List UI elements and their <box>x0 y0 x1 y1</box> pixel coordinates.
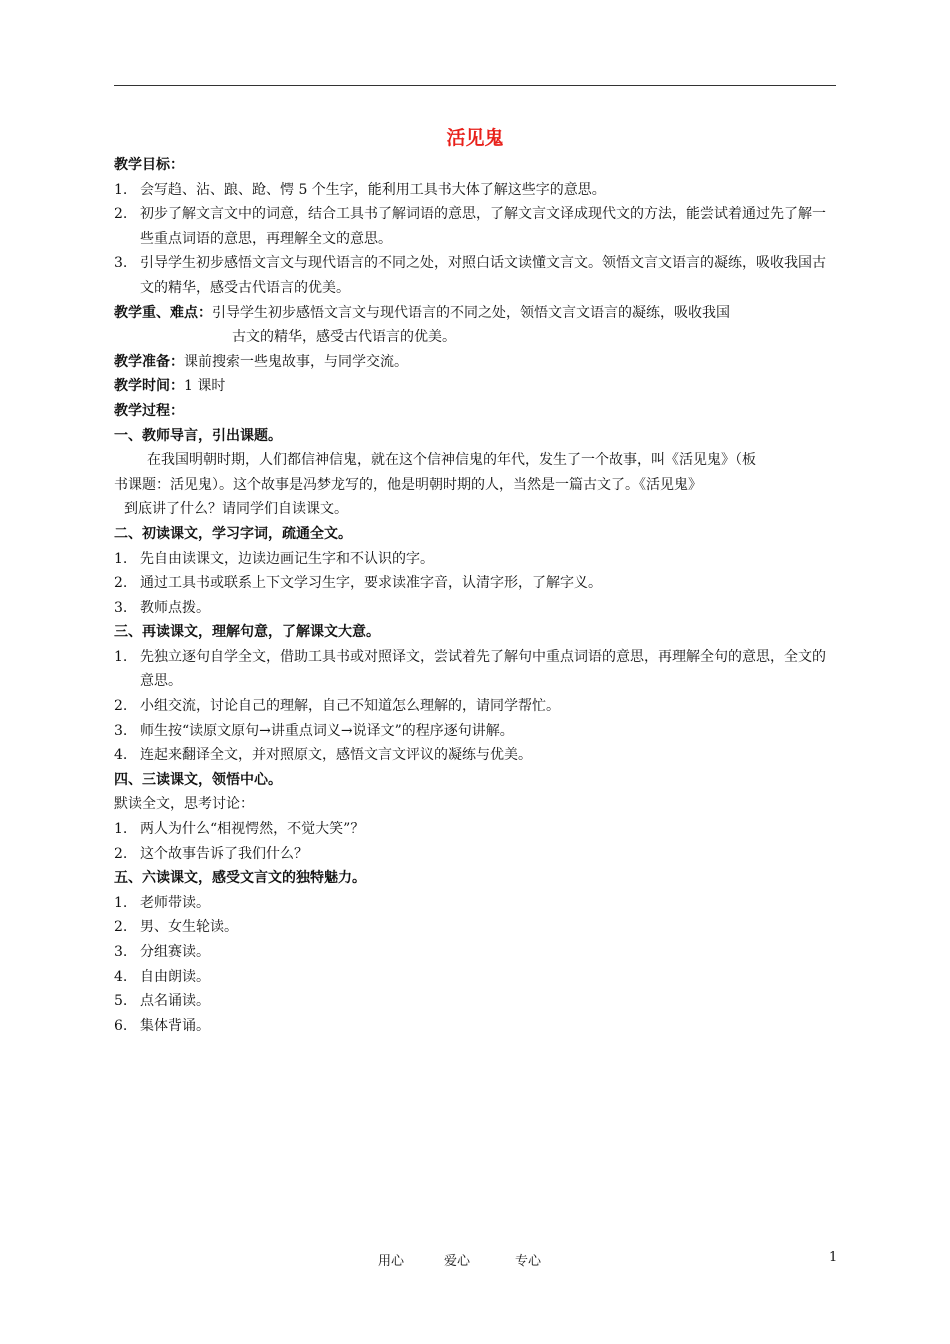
item-number: 2. <box>114 845 128 862</box>
key-points-continuation: 古文的精华，感受古代语言的优美。 <box>232 329 456 346</box>
process-heading: 教学过程： <box>114 402 184 419</box>
list-item <box>114 817 836 842</box>
footer-left-text: 用心 <box>378 1254 405 1269</box>
section-heading: 二、初读课文，学习字词，疏通全文。 <box>114 525 352 542</box>
document-body <box>114 125 836 1038</box>
item-number: 4. <box>114 747 128 764</box>
item-text: 分组赛读。 <box>140 944 210 960</box>
item-number: 2. <box>114 919 128 936</box>
section-intro: 默读全文，思考讨论： <box>114 796 254 813</box>
list-item <box>114 842 836 867</box>
item-text: 引导学生初步感悟文言文与现代语言的不同之处，对照白话文读懂文言文。领悟文言文语言的凝练，吸收我国古文的精华，感受古代语言的优美。 <box>140 255 826 296</box>
item-text: 点名诵读。 <box>140 993 210 1010</box>
list-item <box>114 596 836 621</box>
preparation-label: 教学准备： <box>114 353 184 370</box>
item-number: 1. <box>114 648 128 665</box>
paragraph-line: 到底讲了什么？请同学们自读课文。 <box>124 501 348 518</box>
item-text: 男、女生轮读。 <box>140 919 238 936</box>
item-text: 会写趋、沾、踉、跄、愕 5 个生字，能利用工具书大体了解这些字的意思。 <box>140 181 606 198</box>
item-number: 1. <box>114 894 128 911</box>
preparation-line <box>114 350 836 375</box>
item-number: 1. <box>114 181 128 198</box>
item-number: 1. <box>114 550 128 567</box>
list-item <box>114 178 836 203</box>
item-number: 3. <box>114 255 128 272</box>
item-text: 初步了解文言文中的词意，结合工具书了解词语的意思，了解文言文译成现代文的方法，能尝试着通过先了解一些重点词语的意思，再理解全文的意思。 <box>140 206 826 247</box>
list-item <box>114 719 836 744</box>
paragraph-line: 书课题：活见鬼）。这个故事是冯梦龙写的，他是明朝时期的人，当然是一篇古文了。《活见鬼》 <box>114 476 702 493</box>
section-heading: 五、六读课文，感受文言文的独特魅力。 <box>114 870 366 887</box>
list-item <box>114 694 836 719</box>
preparation-text: 课前搜索一些鬼故事，与同学交流。 <box>184 353 408 370</box>
item-text: 通过工具书或联系上下文学习生字，要求读准字音，认清字形，了解字义。 <box>140 575 602 592</box>
list-item <box>114 891 836 916</box>
list-item <box>114 940 836 965</box>
list-item <box>114 1014 836 1039</box>
key-points-text: 引导学生初步感悟文言文与现代语言的不同之处，领悟文言文语言的凝练，吸收我国 <box>212 304 730 321</box>
time-text: 1 课时 <box>184 378 226 395</box>
item-number: 1. <box>114 821 128 838</box>
item-text: 老师带读。 <box>140 894 210 911</box>
goals-heading: 教学目标： <box>114 157 184 173</box>
item-text: 小组交流，讨论自己的理解，自己不知道怎么理解的，请同学帮忙。 <box>140 698 560 715</box>
item-text: 连起来翻译全文，并对照原文，感悟文言文评议的凝练与优美。 <box>140 747 532 764</box>
document-title: 活见鬼 <box>446 127 504 149</box>
item-text: 先独立逐句自学全文，借助工具书或对照译文，尝试着先了解句中重点词语的意思，再理解全句的意思，全文的意思。 <box>140 648 826 690</box>
item-number: 4. <box>114 968 128 985</box>
item-number: 3. <box>114 599 128 616</box>
item-text: 集体背诵。 <box>140 1017 210 1034</box>
item-text: 师生按“读原文原句→讲重点词义→说译文”的程序逐句讲解。 <box>140 722 514 739</box>
time-label: 教学时间： <box>114 378 184 395</box>
item-text: 这个故事告诉了我们什么？ <box>140 845 308 862</box>
list-item <box>114 547 836 572</box>
section-heading: 一、教师导言，引出课题。 <box>114 427 282 444</box>
item-text: 自由朗读。 <box>140 968 210 985</box>
list-item <box>114 202 836 251</box>
page-number: 1 <box>829 1250 838 1265</box>
key-points-line <box>114 301 836 326</box>
item-number: 2. <box>114 698 128 715</box>
header-rule <box>114 85 836 86</box>
footer-middle-text: 爱心 <box>444 1254 471 1269</box>
time-line <box>114 374 836 399</box>
list-item <box>114 965 836 990</box>
list-item <box>114 645 836 694</box>
item-text: 教师点拨。 <box>140 599 210 616</box>
item-number: 2. <box>114 575 128 592</box>
key-points-label: 教学重、难点： <box>114 304 212 321</box>
list-item <box>114 915 836 940</box>
footer-right-text: 专心 <box>515 1254 542 1269</box>
section-heading: 三、再读课文，理解句意，了解课文大意。 <box>114 624 380 641</box>
list-item <box>114 989 836 1014</box>
paragraph-line: 在我国明朝时期，人们都信神信鬼，就在这个信神信鬼的年代，发生了一个故事，叫《活见鬼》（板 <box>147 452 756 469</box>
list-item <box>114 743 836 768</box>
item-text: 两人为什么“相视愕然，不觉大笑”？ <box>140 821 365 838</box>
item-text: 先自由读课文，边读边画记生字和不认识的字。 <box>140 550 434 567</box>
item-number: 3. <box>114 944 128 960</box>
list-item <box>114 571 836 596</box>
section-heading: 四、三读课文，领悟中心。 <box>114 771 282 788</box>
item-number: 3. <box>114 722 128 739</box>
item-number: 6. <box>114 1017 128 1034</box>
item-number: 2. <box>114 206 128 223</box>
list-item <box>114 251 836 300</box>
item-number: 5. <box>114 993 128 1010</box>
